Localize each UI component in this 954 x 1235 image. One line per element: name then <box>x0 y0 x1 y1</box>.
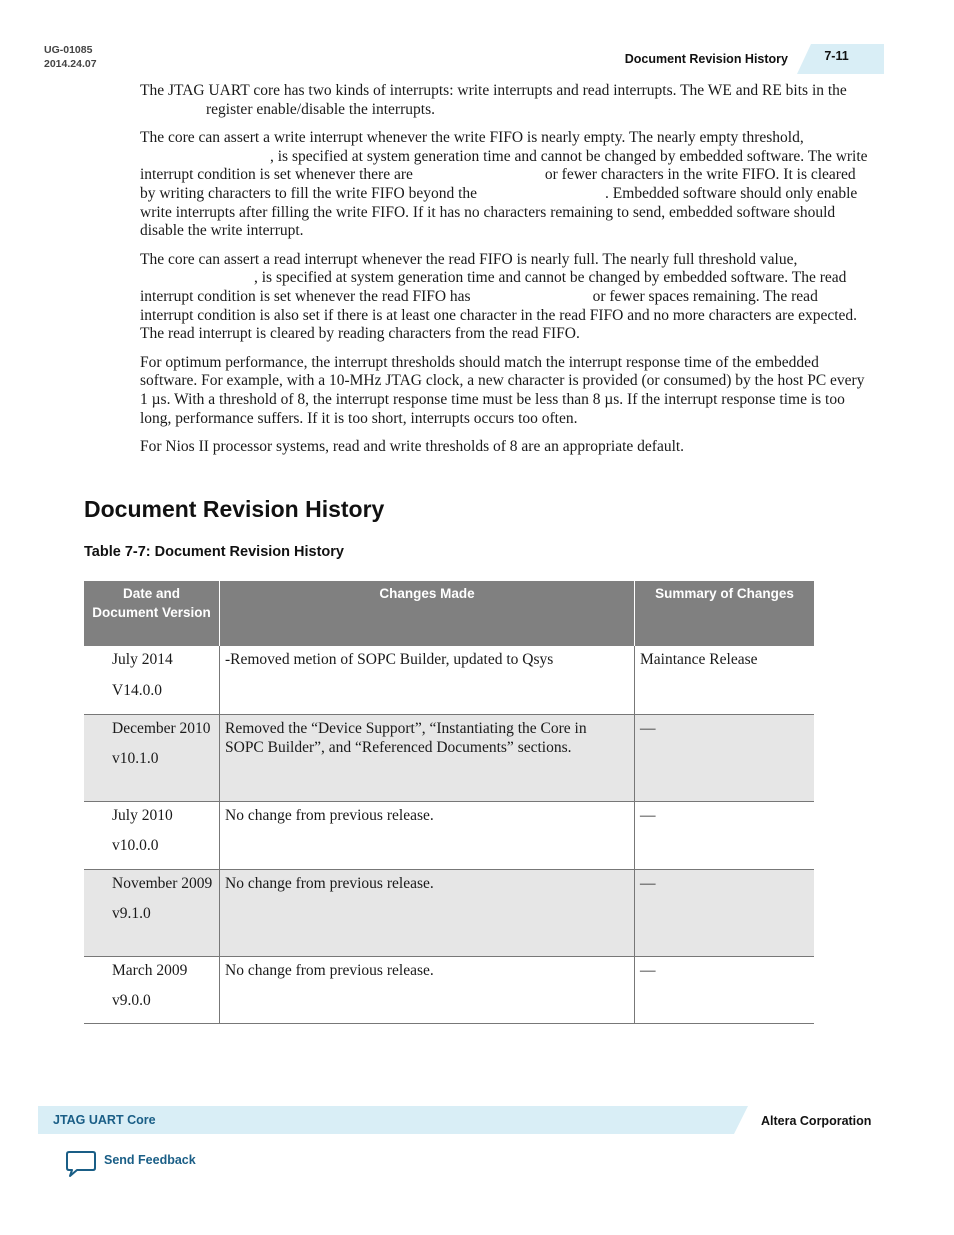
header-changes-made: Changes Made <box>220 581 635 646</box>
paragraph-read-interrupt: The core can assert a read interrupt whenever the read FIFO is nearly full. The nearly full threshold value,, is specified at system generation time and cannot be changed by embedded software. The read interrupt condition is set whenever the read FIFO has or fewer spaces remaining. The read interrupt condition is also set if there is at least one character in the read FIFO and no more characters are expected. The read interrupt is cleared by reading characters from the read FIFO. <box>140 250 858 343</box>
version: V14.0.0 <box>112 681 162 699</box>
cell-summary: Maintance Release <box>635 646 815 714</box>
table-row <box>84 646 814 714</box>
table-row <box>84 801 814 869</box>
header-date-version: Date and Document Version <box>84 581 220 646</box>
cell-summary: — <box>635 869 815 956</box>
cell-date: December 2010 v10.1.0 <box>84 714 220 801</box>
cell-summary: — <box>635 956 815 1023</box>
table-row <box>84 869 814 956</box>
feedback-speech-bubble-icon <box>66 1150 96 1178</box>
paragraph-performance: For optimum performance, the interrupt thresholds should match the interrupt response time of the embedded software. For example, with a 10-MHz JTAG clock, a new character is provided (or consumed) by the host PC every 1 µs. With a threshold of 8, the interrupt response time must be less than 8 µs. If the interrupt response time is too long, performance suffers. If it is too short, interrupts occurs too often. <box>140 353 865 427</box>
cell-date: July 2010 v10.0.0 <box>84 801 220 869</box>
cell-date: July 2014 V14.0.0 <box>84 646 220 714</box>
table-row <box>84 956 814 1023</box>
cell-summary: — <box>635 714 815 801</box>
footer-band-cut <box>734 1106 748 1134</box>
cell-changes: No change from previous release. <box>220 801 635 869</box>
version: v9.1.0 <box>112 905 151 922</box>
cell-changes: No change from previous release. <box>220 869 635 956</box>
header-summary: Summary of Changes <box>635 581 815 646</box>
cell-date: March 2009 v9.0.0 <box>84 956 220 1023</box>
paragraph-write-interrupt: The core can assert a write interrupt whenever the write FIFO is nearly empty. The nearly empty threshold,, is specified at system generation time and cannot be changed by embedded software. The write interrupt condition is set whenever there are or fewer characters in the write FIFO. It is cleared by writing characters to fill the write FIFO beyond the . Embedded software should only enable write interrupts after filling the write FIFO. If it has no characters remaining to send, embedded software should disable the write interrupt. <box>140 129 868 240</box>
cell-changes: -Removed metion of SOPC Builder, updated to Qsys <box>220 646 635 714</box>
table-caption: Table 7-7: Document Revision History <box>84 544 344 560</box>
cell-changes: No change from previous release. <box>220 956 635 1023</box>
table-row <box>84 714 814 801</box>
revision-history-table <box>84 581 814 1024</box>
body-text <box>140 82 868 467</box>
footer-company: Altera Corporation <box>761 1114 872 1128</box>
version: v9.0.0 <box>112 992 151 1009</box>
send-feedback-label[interactable]: Send Feedback <box>104 1153 196 1167</box>
table-header-row <box>84 581 814 646</box>
page-number-tab <box>797 44 884 74</box>
section-heading: Document Revision History <box>84 496 385 522</box>
doc-id: UG-01085 <box>44 44 93 56</box>
footer-document-title: JTAG UART Core <box>53 1113 156 1127</box>
cell-changes: Removed the “Device Support”, “Instantiating the Core in SOPC Builder”, and “Referenced Documents” sections. <box>220 714 635 801</box>
version: v10.1.0 <box>112 750 159 767</box>
doc-date: 2014.24.07 <box>44 58 97 70</box>
paragraph-nios-default: For Nios II processor systems, read and write thresholds of 8 are an appropriate default. <box>140 438 685 456</box>
running-header-title: Document Revision History <box>624 52 788 66</box>
page-number: 7-11 <box>824 49 849 63</box>
cell-date: November 2009 v9.1.0 <box>84 869 220 956</box>
version: v10.0.0 <box>112 837 159 854</box>
tab-notch <box>797 44 811 74</box>
paragraph-interrupt-types: The JTAG UART core has two kinds of interrupts: write interrupts and read interrupts. The WE and RE bits in theregister enable/disable the interrupts. <box>140 82 847 118</box>
cell-summary: — <box>635 801 815 869</box>
doc-id-block <box>44 43 97 71</box>
